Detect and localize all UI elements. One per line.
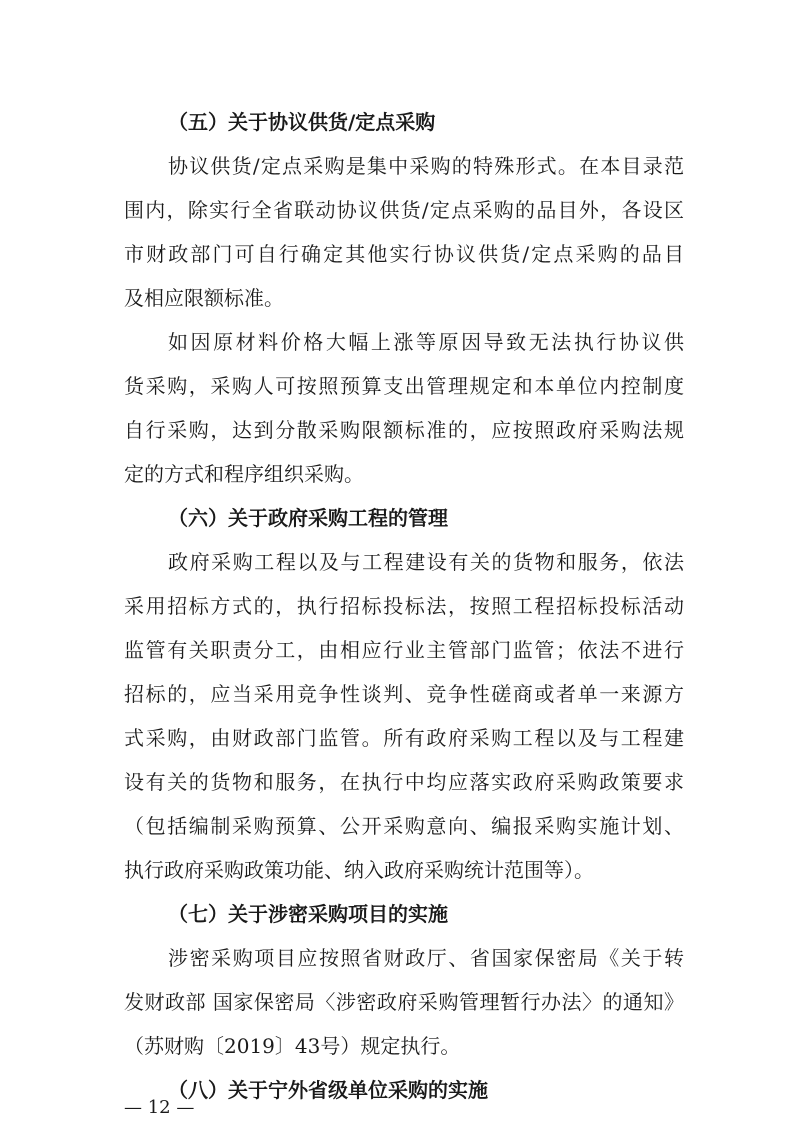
paragraph-line: 执行政府采购政策功能、纳入政府采购统计范围等）。 xyxy=(124,858,594,882)
paragraph-line: 采用招标方式的，执行招标投标法，按照工程招标投标活动 xyxy=(124,594,684,618)
paragraph-line: 发财政部 国家保密局〈涉密政府采购管理暂行办法〉的通知》 xyxy=(124,990,684,1014)
paragraph-line: 政府采购工程以及与工程建设有关的货物和服务，依法 xyxy=(168,550,684,574)
paragraph-line: 式采购，由财政部门监管。所有政府采购工程以及与工程建 xyxy=(124,726,684,750)
section-heading: （五）关于协议供货/定点采购 xyxy=(168,110,436,134)
page-number: — 12 — xyxy=(124,1097,195,1118)
paragraph-line: 及相应限额标准。 xyxy=(124,286,284,310)
paragraph-line: 涉密采购项目应按照省财政厅、省国家保密局《关于转 xyxy=(168,946,684,970)
paragraph-line: 设有关的货物和服务，在执行中均应落实政府采购政策要求 xyxy=(124,770,684,794)
paragraph-line: 监管有关职责分工，由相应行业主管部门监管；依法不进行 xyxy=(124,638,684,662)
paragraph-line: 招标的，应当采用竞争性谈判、竞争性磋商或者单一来源方 xyxy=(124,682,684,706)
section-heading: （六）关于政府采购工程的管理 xyxy=(168,506,448,530)
paragraph-line: 协议供货/定点采购是集中采购的特殊形式。在本目录范 xyxy=(168,154,684,178)
paragraph-line: 货采购，采购人可按照预算支出管理规定和本单位内控制度 xyxy=(124,374,684,398)
paragraph-line: （苏财购〔2019〕43号）规定执行。 xyxy=(124,1034,461,1058)
paragraph-line: 定的方式和程序组织采购。 xyxy=(124,462,364,486)
paragraph-line: 市财政部门可自行确定其他实行协议供货/定点采购的品目 xyxy=(124,242,684,266)
paragraph-line: （包括编制采购预算、公开采购意向、编报采购实施计划、 xyxy=(124,814,684,838)
section-heading: （八）关于宁外省级单位采购的实施 xyxy=(168,1078,488,1102)
section-heading: （七）关于涉密采购项目的实施 xyxy=(168,902,448,926)
paragraph-line: 围内，除实行全省联动协议供货/定点采购的品目外，各设区 xyxy=(124,198,684,222)
paragraph-line: 如因原材料价格大幅上涨等原因导致无法执行协议供 xyxy=(168,330,684,354)
paragraph-line: 自行采购，达到分散采购限额标准的，应按照政府采购法规 xyxy=(124,418,684,442)
